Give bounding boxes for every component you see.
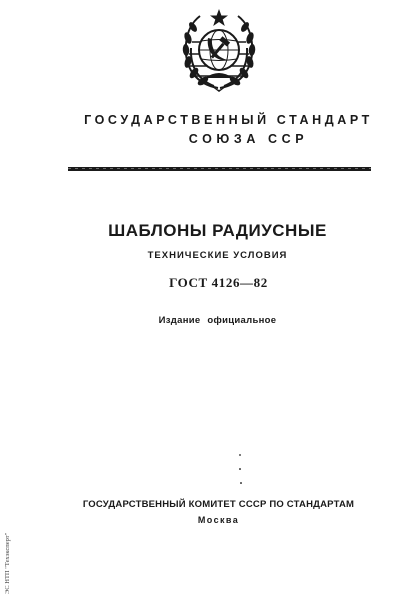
- side-watermark: ЭС НТП "Техэксперт": [4, 532, 11, 594]
- publisher-name: ГОСУДАРСТВЕННЫЙ КОМИТЕТ СССР ПО СТАНДАРТАМ: [82, 499, 355, 510]
- edition-note: Издание официальное: [158, 315, 277, 326]
- document-title: ШАБЛОНЫ РАДИУСНЫЕ: [108, 221, 327, 240]
- scan-speck: [240, 482, 242, 484]
- scan-speck: [239, 454, 241, 456]
- gost-number: ГОСТ 4126—82: [169, 275, 268, 290]
- header-line-2: СОЮЗА ССР: [188, 132, 309, 146]
- divider-rule: [68, 167, 371, 171]
- document-subtitle: ТЕХНИЧЕСКИЕ УСЛОВИЯ: [147, 250, 288, 261]
- publisher-city: Москва: [197, 515, 240, 525]
- scan-speck: [239, 468, 241, 470]
- header-line-1: ГОСУДАРСТВЕННЫЙ СТАНДАРТ: [84, 113, 373, 127]
- ussr-state-emblem-icon: [178, 8, 260, 94]
